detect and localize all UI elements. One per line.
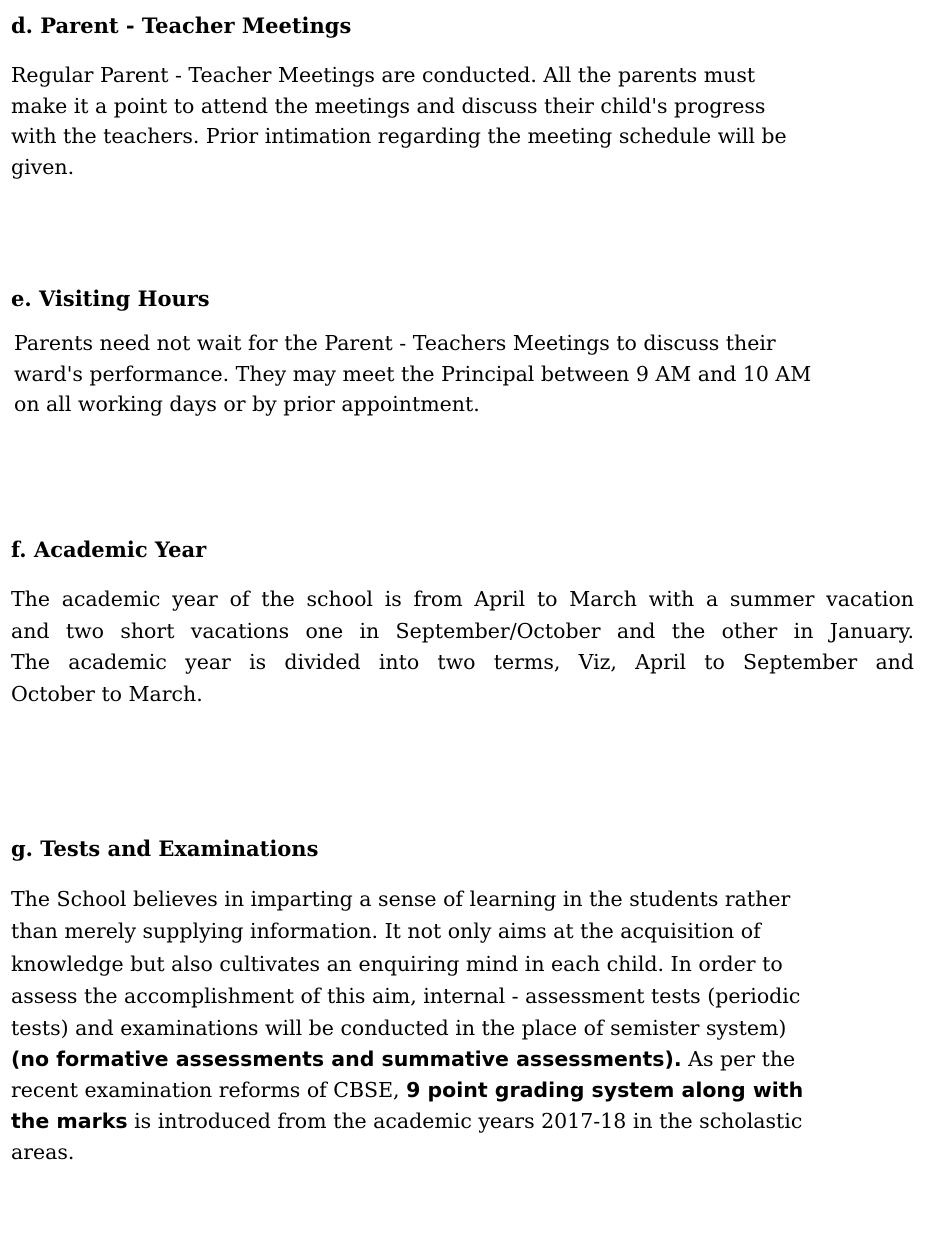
section-heading-visiting-hours: e. Visiting Hours <box>11 286 210 311</box>
text-fragment: recent examination reforms of CBSE, <box>11 1078 407 1103</box>
grading-system-bold: 9 point grading system along with <box>406 1078 804 1103</box>
text-line <box>11 1106 921 1137</box>
bold-note: (no formative assessments and summative assessments). <box>11 1047 682 1072</box>
text-line: on all working days or by prior appointment. <box>14 392 480 417</box>
paragraph-tests-and-examinations <box>11 883 921 1168</box>
text-line: areas. <box>11 1140 75 1165</box>
text-line: ward's performance. They may meet the Principal between 9 AM and 10 AM <box>14 361 812 386</box>
text-line: knowledge but also cultivates an enquiring mind in each child. In order to <box>11 951 783 976</box>
text-line: Regular Parent - Teacher Meetings are conducted. All the parents must <box>11 63 756 87</box>
text-line: October to March. <box>11 681 203 706</box>
text-line <box>11 1075 921 1106</box>
section-heading-academic-year: f. Academic Year <box>11 537 207 562</box>
text-fragment: As per the <box>681 1047 796 1072</box>
text-line: than merely supplying information. It not only aims at the acquisition of <box>11 919 761 944</box>
text-line: tests) and examinations will be conducted in the place of semister system) <box>11 1016 787 1041</box>
text-line: The academic year of the school is from April to March with a summer vacation <box>11 587 914 611</box>
text-line: Parents need not wait for the Parent - Teachers Meetings to discuss their <box>14 331 776 355</box>
paragraph-parent-teacher-meetings <box>11 60 911 182</box>
text-line <box>11 1044 921 1075</box>
text-line: assess the accomplishment of this aim, internal - assessment tests (periodic <box>11 983 801 1008</box>
paragraph-academic-year <box>11 584 914 710</box>
text-line: given. <box>11 154 75 179</box>
paragraph-visiting-hours <box>14 328 924 420</box>
marks-bold: the marks <box>11 1109 128 1134</box>
section-heading-parent-teacher-meetings: d. Parent - Teacher Meetings <box>11 13 352 38</box>
text-line: and two short vacations one in September/October and the other in January. <box>11 618 914 643</box>
text-line: The academic year is divided into two terms, Viz, April to September and <box>11 650 914 674</box>
section-heading-tests-and-examinations: g. Tests and Examinations <box>11 836 319 861</box>
text-line: make it a point to attend the meetings and discuss their child's progress <box>11 93 766 118</box>
text-line: with the teachers. Prior intimation regarding the meeting schedule will be <box>11 124 787 149</box>
text-fragment: is introduced from the academic years 2017-18 in the scholastic <box>127 1109 803 1134</box>
text-line: The School believes in imparting a sense of learning in the students rather <box>11 887 791 911</box>
